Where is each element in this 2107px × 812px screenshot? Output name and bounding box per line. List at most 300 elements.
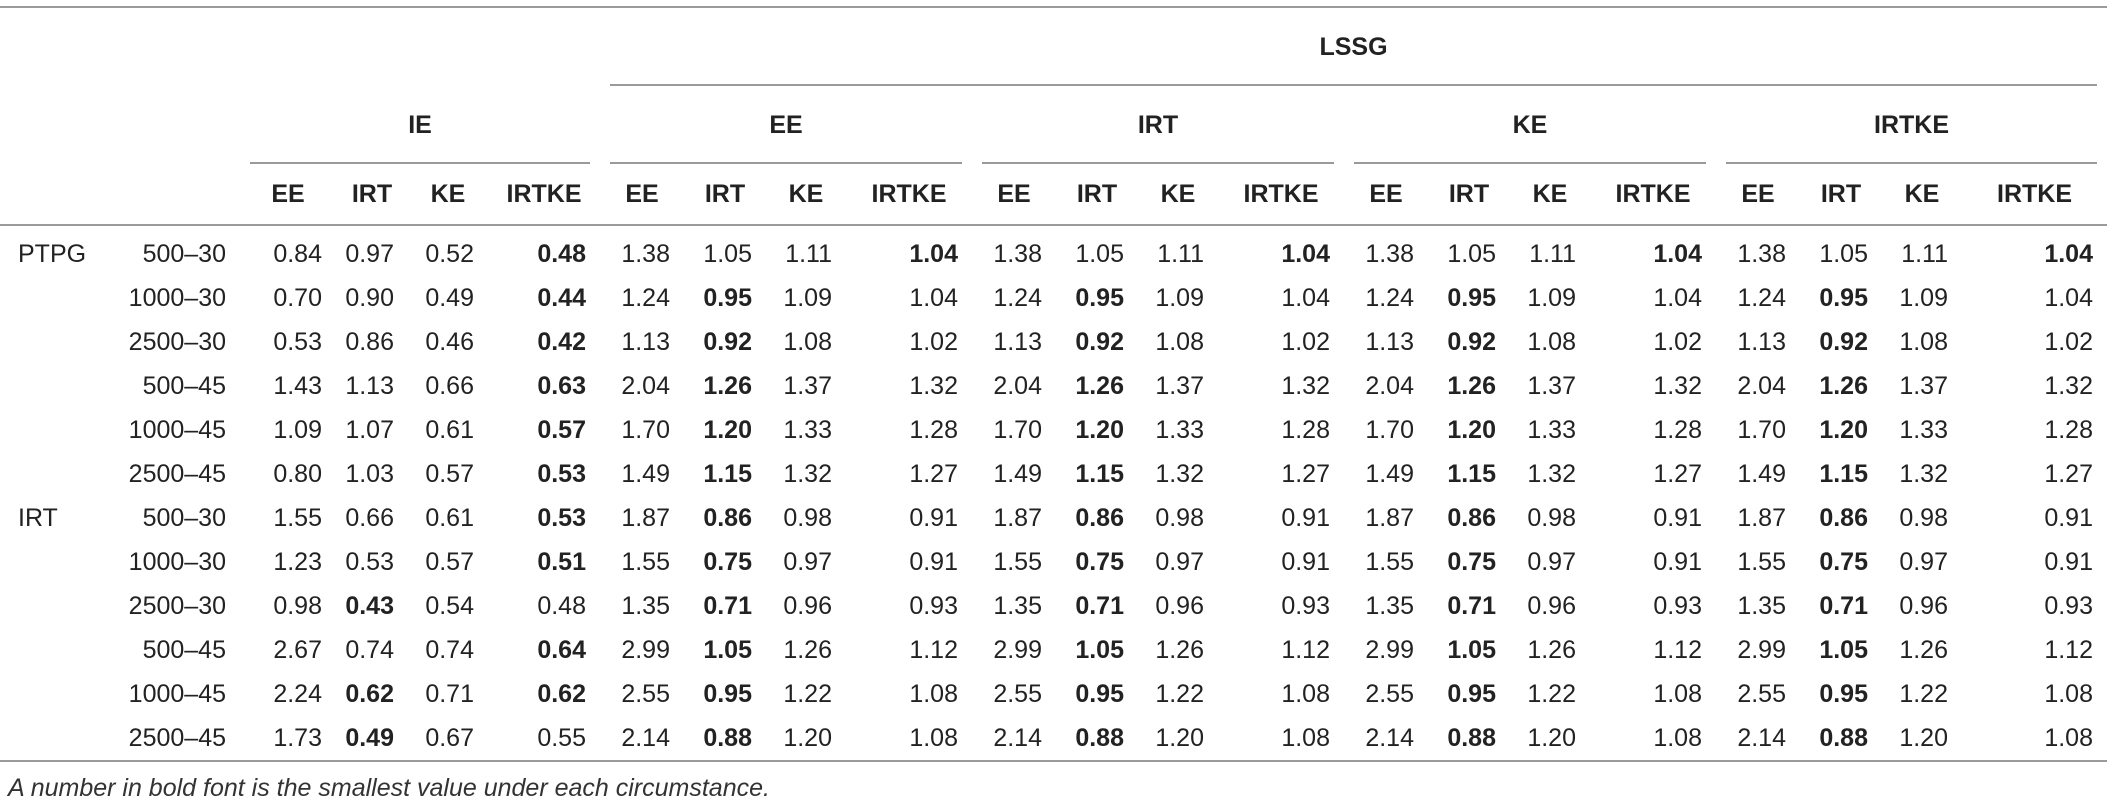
value-cell: 0.98: [1527, 504, 1576, 532]
table-row: [0, 225, 2107, 276]
value-cell: 1.09: [1155, 284, 1204, 312]
value-cell: 1.09: [783, 284, 832, 312]
method-header: EE: [600, 164, 684, 225]
value-cell: 1.38: [993, 240, 1042, 268]
row-condition-label: 2500–30: [128, 592, 226, 620]
value-cell: 1.11: [1157, 240, 1204, 268]
value-cell: 0.66: [425, 372, 474, 400]
value-cell: 1.13: [1365, 328, 1414, 356]
header-row-methods: [0, 164, 2107, 225]
table-row: [0, 716, 2107, 761]
value-cell: 1.32: [1653, 372, 1702, 400]
value-cell: 0.88: [684, 716, 766, 761]
value-cell: 1.04: [1653, 240, 1702, 268]
value-cell: 0.64: [537, 636, 586, 664]
value-cell: 1.11: [1529, 240, 1576, 268]
value-cell: 1.08: [1155, 328, 1204, 356]
row-group-label: [0, 408, 100, 452]
row-group-label: [0, 540, 100, 584]
value-cell: 1.26: [1075, 372, 1124, 400]
value-cell: 0.51: [537, 548, 586, 576]
value-cell: 1.02: [1653, 328, 1702, 356]
value-cell: 0.95: [703, 284, 752, 312]
value-cell: 1.04: [909, 284, 958, 312]
value-cell: 0.93: [1281, 592, 1330, 620]
value-cell: 1.32: [1899, 460, 1948, 488]
value-cell: 1.26: [1447, 372, 1496, 400]
value-cell: 1.26: [1155, 636, 1204, 664]
method-header: KE: [766, 164, 846, 225]
group-header-ie: IE: [240, 86, 600, 164]
value-cell: 1.49: [1737, 460, 1786, 488]
value-cell: 1.33: [1527, 416, 1576, 444]
value-cell: 1.12: [2044, 636, 2093, 664]
value-cell: 0.75: [1447, 548, 1496, 576]
value-cell: 1.26: [1899, 636, 1948, 664]
value-cell: 1.33: [1155, 416, 1204, 444]
method-header: KE: [1882, 164, 1962, 225]
value-cell: 1.15: [703, 460, 752, 488]
value-cell: 0.86: [1075, 504, 1124, 532]
method-header: IRTKE: [846, 164, 972, 225]
value-cell: 1.32: [2044, 372, 2093, 400]
value-cell: 0.53: [537, 504, 586, 532]
row-group-label: [0, 672, 100, 716]
value-cell: 1.37: [1527, 372, 1576, 400]
value-cell: 1.13: [621, 328, 670, 356]
method-header: IRTKE: [1218, 164, 1344, 225]
value-cell: 1.27: [1653, 460, 1702, 488]
value-cell: 1.37: [1155, 372, 1204, 400]
row-group-label: [0, 320, 100, 364]
value-cell: 1.05: [1819, 636, 1868, 664]
value-cell: 1.08: [909, 680, 958, 708]
method-header: KE: [408, 164, 488, 225]
value-cell: 2.24: [273, 680, 322, 708]
value-cell: 1.33: [1899, 416, 1948, 444]
value-cell: 0.53: [273, 328, 322, 356]
value-cell: 1.32: [1527, 460, 1576, 488]
results-table: [0, 6, 2107, 762]
value-cell: 1.05: [703, 636, 752, 664]
value-cell: 1.20: [1510, 716, 1590, 761]
value-cell: 1.70: [1365, 416, 1414, 444]
table-row: [0, 320, 2107, 364]
value-cell: 1.33: [783, 416, 832, 444]
value-cell: 1.26: [783, 636, 832, 664]
value-cell: 1.49: [621, 460, 670, 488]
value-cell: 0.80: [273, 460, 322, 488]
value-cell: 0.98: [783, 504, 832, 532]
method-header: IRT: [336, 164, 408, 225]
value-cell: 0.49: [336, 716, 408, 761]
value-cell: 1.15: [1819, 460, 1868, 488]
value-cell: 1.32: [783, 460, 832, 488]
value-cell: 1.32: [909, 372, 958, 400]
value-cell: 1.11: [1901, 240, 1948, 268]
value-cell: 2.04: [1365, 372, 1414, 400]
value-cell: 1.87: [1737, 504, 1786, 532]
value-cell: 1.73: [240, 716, 336, 761]
value-cell: 1.04: [1281, 240, 1330, 268]
method-header: IRTKE: [488, 164, 600, 225]
value-cell: 1.02: [2044, 328, 2093, 356]
method-header: EE: [240, 164, 336, 225]
value-cell: 1.27: [2044, 460, 2093, 488]
value-cell: 1.70: [993, 416, 1042, 444]
value-cell: 1.22: [1899, 680, 1948, 708]
value-cell: 1.26: [1527, 636, 1576, 664]
value-cell: 1.05: [1447, 636, 1496, 664]
value-cell: 0.88: [1056, 716, 1138, 761]
value-cell: 0.61: [425, 504, 474, 532]
value-cell: 0.97: [1155, 548, 1204, 576]
value-cell: 1.38: [621, 240, 670, 268]
row-condition-label: 1000–45: [128, 416, 226, 444]
method-header: IRT: [1800, 164, 1882, 225]
lssg-header: LSSG: [600, 7, 2107, 86]
value-cell: 0.70: [273, 284, 322, 312]
value-cell: 1.11: [785, 240, 832, 268]
value-cell: 0.95: [1075, 284, 1124, 312]
header-row-groups: [0, 86, 2107, 164]
value-cell: 0.71: [1075, 592, 1124, 620]
value-cell: 1.08: [1962, 716, 2107, 761]
value-cell: 0.48: [537, 240, 586, 268]
value-cell: 0.91: [2044, 504, 2093, 532]
value-cell: 1.55: [1737, 548, 1786, 576]
value-cell: 1.08: [1653, 680, 1702, 708]
value-cell: 0.91: [1281, 548, 1330, 576]
value-cell: 0.93: [909, 592, 958, 620]
value-cell: 0.91: [2044, 548, 2093, 576]
value-cell: 1.70: [621, 416, 670, 444]
value-cell: 1.09: [1527, 284, 1576, 312]
value-cell: 1.20: [1819, 416, 1868, 444]
value-cell: 1.20: [1075, 416, 1124, 444]
value-cell: 0.98: [1155, 504, 1204, 532]
value-cell: 1.12: [1281, 636, 1330, 664]
value-cell: 1.43: [273, 372, 322, 400]
value-cell: 1.04: [909, 240, 958, 268]
value-cell: 1.02: [909, 328, 958, 356]
value-cell: 0.62: [537, 680, 586, 708]
value-cell: 0.63: [537, 372, 586, 400]
row-condition-label: 2500–45: [128, 460, 226, 488]
value-cell: 2.14: [600, 716, 684, 761]
method-header: EE: [1344, 164, 1428, 225]
value-cell: 0.52: [425, 240, 474, 268]
value-cell: 1.05: [1447, 240, 1496, 268]
value-cell: 0.46: [425, 328, 474, 356]
value-cell: 1.03: [345, 460, 394, 488]
table-row: [0, 408, 2107, 452]
row-group-label: PTPG: [18, 240, 87, 268]
value-cell: 0.86: [345, 328, 394, 356]
value-cell: 1.08: [846, 716, 972, 761]
value-cell: 0.53: [345, 548, 394, 576]
table-row: [0, 364, 2107, 408]
value-cell: 0.97: [1527, 548, 1576, 576]
value-cell: 1.04: [1653, 284, 1702, 312]
value-cell: 0.48: [537, 592, 586, 620]
group-header-ke: KE: [1344, 86, 1716, 164]
value-cell: 1.20: [766, 716, 846, 761]
table-row: [0, 496, 2107, 540]
value-cell: 0.84: [273, 240, 322, 268]
value-cell: 0.55: [488, 716, 600, 761]
value-cell: 0.92: [703, 328, 752, 356]
value-cell: 1.22: [1155, 680, 1204, 708]
value-cell: 2.99: [621, 636, 670, 664]
header-row-top: [0, 7, 2107, 86]
value-cell: 1.26: [1819, 372, 1868, 400]
value-cell: 1.38: [1737, 240, 1786, 268]
value-cell: 0.43: [345, 592, 394, 620]
value-cell: 0.54: [425, 592, 474, 620]
value-cell: 0.57: [537, 416, 586, 444]
value-cell: 1.15: [1075, 460, 1124, 488]
value-cell: 1.35: [993, 592, 1042, 620]
method-header: EE: [1716, 164, 1800, 225]
value-cell: 0.75: [1819, 548, 1868, 576]
table-footnote: A number in bold font is the smallest value under each circumstance.: [8, 774, 770, 802]
value-cell: 2.04: [1737, 372, 1786, 400]
value-cell: 1.20: [1447, 416, 1496, 444]
value-cell: 0.92: [1819, 328, 1868, 356]
value-cell: 0.95: [1075, 680, 1124, 708]
value-cell: 1.13: [345, 372, 394, 400]
value-cell: 1.32: [1281, 372, 1330, 400]
method-header: EE: [972, 164, 1056, 225]
value-cell: 2.55: [1365, 680, 1414, 708]
value-cell: 1.24: [1737, 284, 1786, 312]
value-cell: 1.23: [273, 548, 322, 576]
row-group-label: [0, 716, 100, 761]
value-cell: 1.08: [783, 328, 832, 356]
value-cell: 0.97: [783, 548, 832, 576]
value-cell: 0.92: [1447, 328, 1496, 356]
value-cell: 1.08: [1527, 328, 1576, 356]
row-condition-label: 500–30: [142, 504, 226, 532]
row-group-label: [0, 364, 100, 408]
row-condition-label: 1000–45: [128, 680, 226, 708]
value-cell: 0.97: [345, 240, 394, 268]
value-cell: 1.35: [1737, 592, 1786, 620]
value-cell: 1.05: [1075, 636, 1124, 664]
value-cell: 1.05: [1819, 240, 1868, 268]
value-cell: 1.08: [1899, 328, 1948, 356]
value-cell: 0.75: [1075, 548, 1124, 576]
value-cell: 0.93: [2044, 592, 2093, 620]
value-cell: 0.96: [1527, 592, 1576, 620]
value-cell: 1.37: [783, 372, 832, 400]
value-cell: 0.90: [345, 284, 394, 312]
method-header: IRTKE: [1962, 164, 2107, 225]
value-cell: 0.57: [425, 460, 474, 488]
value-cell: 1.70: [1737, 416, 1786, 444]
value-cell: 2.04: [993, 372, 1042, 400]
value-cell: 1.28: [909, 416, 958, 444]
value-cell: 1.09: [273, 416, 322, 444]
value-cell: 1.35: [621, 592, 670, 620]
value-cell: 1.87: [993, 504, 1042, 532]
value-cell: 0.71: [1819, 592, 1868, 620]
value-cell: 1.28: [1281, 416, 1330, 444]
value-cell: 1.08: [1281, 680, 1330, 708]
value-cell: 1.24: [621, 284, 670, 312]
value-cell: 1.08: [1218, 716, 1344, 761]
value-cell: 1.20: [1138, 716, 1218, 761]
value-cell: 0.95: [1819, 284, 1868, 312]
value-cell: 0.42: [537, 328, 586, 356]
method-header: KE: [1138, 164, 1218, 225]
value-cell: 0.95: [1447, 284, 1496, 312]
value-cell: 1.87: [1365, 504, 1414, 532]
value-cell: 0.86: [1447, 504, 1496, 532]
value-cell: 1.07: [345, 416, 394, 444]
value-cell: 0.91: [1653, 548, 1702, 576]
value-cell: 0.96: [1155, 592, 1204, 620]
value-cell: 2.99: [993, 636, 1042, 664]
row-condition-label: 2500–45: [100, 716, 240, 761]
value-cell: 1.27: [1281, 460, 1330, 488]
value-cell: 0.96: [783, 592, 832, 620]
table-row: [0, 584, 2107, 628]
value-cell: 0.95: [703, 680, 752, 708]
value-cell: 1.55: [621, 548, 670, 576]
value-cell: 0.74: [425, 636, 474, 664]
value-cell: 1.87: [621, 504, 670, 532]
group-header-irt: IRT: [972, 86, 1344, 164]
value-cell: 1.05: [1075, 240, 1124, 268]
table-row: [0, 672, 2107, 716]
value-cell: 1.26: [703, 372, 752, 400]
value-cell: 1.13: [1737, 328, 1786, 356]
value-cell: 0.62: [345, 680, 394, 708]
value-cell: 1.08: [1590, 716, 1716, 761]
value-cell: 1.37: [1899, 372, 1948, 400]
value-cell: 1.04: [2044, 284, 2093, 312]
value-cell: 1.22: [1527, 680, 1576, 708]
value-cell: 0.97: [1899, 548, 1948, 576]
value-cell: 2.67: [273, 636, 322, 664]
method-header: KE: [1510, 164, 1590, 225]
value-cell: 0.91: [909, 504, 958, 532]
value-cell: 0.92: [1075, 328, 1124, 356]
value-cell: 1.02: [1281, 328, 1330, 356]
value-cell: 0.75: [703, 548, 752, 576]
value-cell: 0.86: [703, 504, 752, 532]
method-header: IRT: [684, 164, 766, 225]
value-cell: 2.99: [1365, 636, 1414, 664]
value-cell: 1.12: [909, 636, 958, 664]
value-cell: 1.05: [703, 240, 752, 268]
value-cell: 1.38: [1365, 240, 1414, 268]
value-cell: 0.95: [1447, 680, 1496, 708]
value-cell: 0.95: [1819, 680, 1868, 708]
table-row: [0, 276, 2107, 320]
value-cell: 1.55: [273, 504, 322, 532]
value-cell: 0.67: [408, 716, 488, 761]
method-header: IRTKE: [1590, 164, 1716, 225]
value-cell: 0.88: [1428, 716, 1510, 761]
value-cell: 0.98: [273, 592, 322, 620]
row-condition-label: 500–30: [142, 240, 226, 268]
value-cell: 1.04: [2044, 240, 2093, 268]
row-group-label: [0, 452, 100, 496]
value-cell: 1.20: [1882, 716, 1962, 761]
value-cell: 0.53: [537, 460, 586, 488]
value-cell: 1.09: [1899, 284, 1948, 312]
row-condition-label: 500–45: [142, 636, 226, 664]
row-condition-label: 1000–30: [128, 548, 226, 576]
value-cell: 0.61: [425, 416, 474, 444]
value-cell: 0.71: [1447, 592, 1496, 620]
value-cell: 0.57: [425, 548, 474, 576]
value-cell: 1.15: [1447, 460, 1496, 488]
value-cell: 0.91: [1653, 504, 1702, 532]
value-cell: 2.55: [1737, 680, 1786, 708]
value-cell: 0.74: [345, 636, 394, 664]
row-group-label: [0, 628, 100, 672]
value-cell: 2.14: [972, 716, 1056, 761]
value-cell: 0.98: [1899, 504, 1948, 532]
table-body: [0, 225, 2107, 761]
value-cell: 0.66: [345, 504, 394, 532]
row-group-label: IRT: [18, 504, 58, 532]
row-condition-label: 2500–30: [128, 328, 226, 356]
table-row: [0, 452, 2107, 496]
value-cell: 1.08: [2044, 680, 2093, 708]
value-cell: 2.04: [621, 372, 670, 400]
value-cell: 1.35: [1365, 592, 1414, 620]
value-cell: 0.88: [1800, 716, 1882, 761]
value-cell: 1.22: [783, 680, 832, 708]
method-header: IRT: [1428, 164, 1510, 225]
value-cell: 0.71: [703, 592, 752, 620]
row-condition-label: 500–45: [142, 372, 226, 400]
value-cell: 0.71: [425, 680, 474, 708]
value-cell: 2.99: [1737, 636, 1786, 664]
value-cell: 1.12: [1653, 636, 1702, 664]
value-cell: 0.96: [1899, 592, 1948, 620]
value-cell: 1.27: [909, 460, 958, 488]
value-cell: 1.28: [1653, 416, 1702, 444]
value-cell: 2.55: [621, 680, 670, 708]
table-row: [0, 540, 2107, 584]
value-cell: 2.55: [993, 680, 1042, 708]
table-row: [0, 628, 2107, 672]
value-cell: 1.49: [1365, 460, 1414, 488]
value-cell: 0.49: [425, 284, 474, 312]
value-cell: 0.86: [1819, 504, 1868, 532]
row-group-label: [0, 584, 100, 628]
row-condition-label: 1000–30: [128, 284, 226, 312]
value-cell: 1.28: [2044, 416, 2093, 444]
value-cell: 0.91: [909, 548, 958, 576]
value-cell: 1.55: [993, 548, 1042, 576]
group-header-irtke: IRTKE: [1716, 86, 2107, 164]
value-cell: 1.24: [993, 284, 1042, 312]
value-cell: 1.55: [1365, 548, 1414, 576]
value-cell: 0.91: [1281, 504, 1330, 532]
method-header: IRT: [1056, 164, 1138, 225]
value-cell: 1.13: [993, 328, 1042, 356]
value-cell: 1.20: [703, 416, 752, 444]
group-header-ee: EE: [600, 86, 972, 164]
value-cell: 1.24: [1365, 284, 1414, 312]
